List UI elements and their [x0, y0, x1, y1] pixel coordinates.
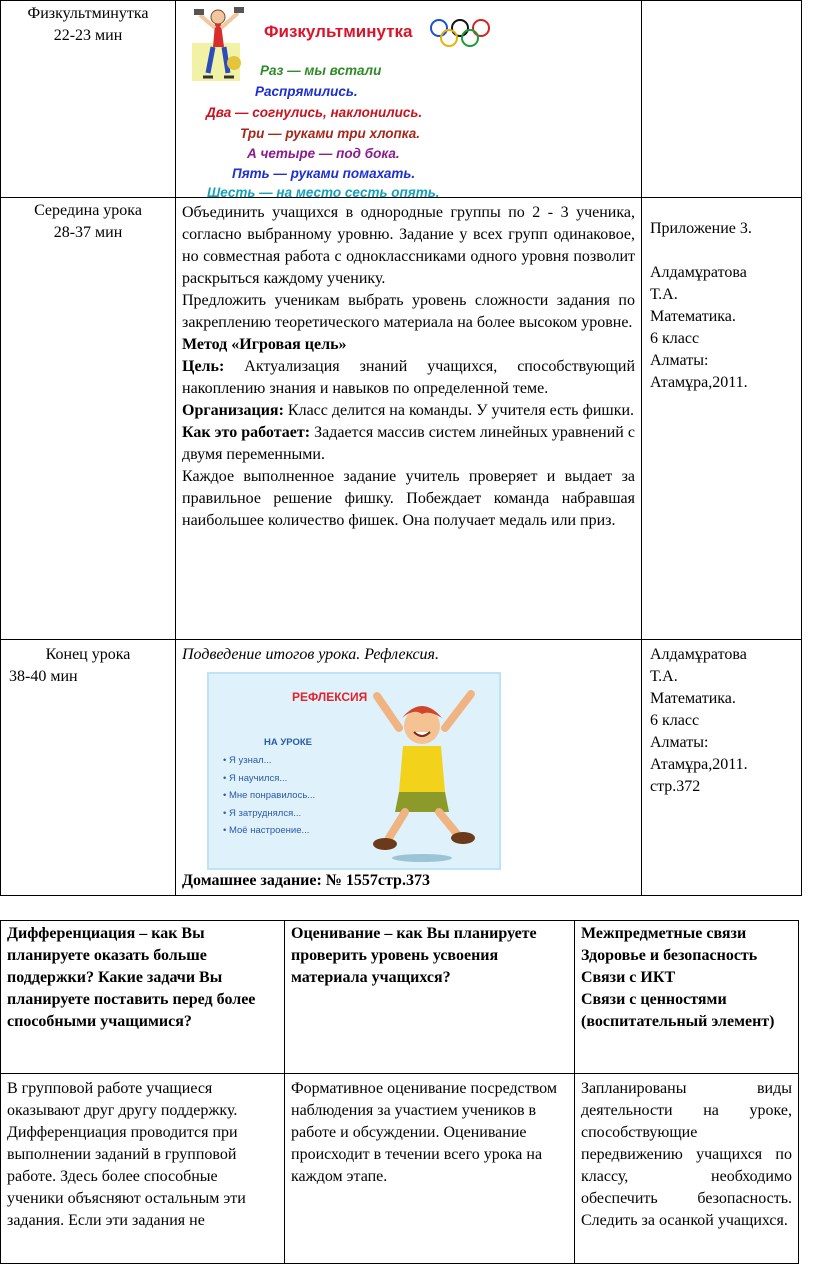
image-title: Физкультминутка — [264, 22, 413, 41]
goal-text: Актуализация знаний учащихся, способствующий накоплению знания и навыков по определенной теме. — [182, 358, 635, 397]
table-row — [1, 1, 802, 198]
paragraph: Объединить учащихся в однородные группы по 2 - 3 ученика, согласно выбранному уровню. Задание у всех групп одинаковое, но совместная работа с одноклассниками одного уровня позволит раскрыться каждому ученику. — [182, 204, 635, 287]
goal-label: Цель: — [182, 358, 225, 375]
how-text: Задается массив систем линейных уравнений с двумя переменными. — [182, 424, 635, 463]
resource-line: Алдамұратова — [650, 646, 747, 663]
how-label: Как это работает: — [182, 424, 311, 441]
resource-cell — [642, 198, 802, 640]
activity-cell — [176, 198, 642, 640]
table-row — [1, 921, 799, 1074]
list-item: • Я затруднялся... — [223, 807, 302, 819]
resource-line: 6 класс — [650, 712, 700, 729]
paragraph: Каждое выполненное задание учитель проверяет и выдает за правильное решение фишку. Побеждает команда набравшая наибольшее количество фишек. Она получает медаль или приз. — [182, 468, 635, 529]
assessment-cell: Формативное оценивание посредством наблюдения за участием учеников в работе и обсуждении. Оценивание происходит в течении всего урока на каждом этапе. — [285, 1074, 575, 1264]
resource-line: Алматы: — [650, 734, 709, 751]
list-item: • Мне понравилось... — [223, 790, 316, 801]
resource-line: Атамұра,2011. — [650, 756, 748, 773]
resource-line: стр.372 — [650, 778, 701, 795]
resource-line: Математика. — [650, 308, 736, 325]
appendix-label: Приложение 3. — [650, 220, 752, 237]
stage-duration: 22-23 мин — [53, 27, 123, 44]
list-item: • Моё настроение... — [223, 825, 310, 836]
resource-line: Атамұра,2011. — [650, 374, 748, 391]
method-heading: Метод «Игровая цель» — [182, 336, 347, 353]
reflection-card — [207, 672, 501, 870]
time-cell — [1, 1, 176, 198]
summary-text: Подведение итогов урока. Рефлексия. — [182, 646, 439, 663]
resource-line: Математика. — [650, 690, 736, 707]
olympic-rings-icon — [429, 17, 497, 51]
table-row — [1, 640, 802, 896]
poem-line: А четыре — под бока. — [247, 146, 400, 161]
differentiation-cell: В групповой работе учащиеся оказывают друг другу поддержку. Дифференциация проводится при выполнении заданий в групповой работе. Здесь более способные ученики объясняют остальным эти задания. Если эти задания не — [1, 1074, 285, 1264]
poem-line: Два — согнулись, наклонились. — [206, 105, 423, 120]
stage-label: Конец урока — [45, 646, 131, 663]
athlete-figure-icon — [188, 3, 248, 83]
assessment-header: Оценивание – как Вы планируете проверить уровень усвоения материала учащихся? — [285, 921, 575, 1074]
organization-label: Организация: — [182, 402, 284, 419]
list-item: • Я узнал... — [223, 755, 272, 766]
time-cell — [1, 640, 176, 896]
resource-line: 6 класс — [650, 330, 700, 347]
table-row — [1, 198, 802, 640]
paragraph: Предложить ученикам выбрать уровень сложности задания по закреплению теоретического материала на более высоком уровне. — [182, 292, 635, 331]
poem-line: Шесть — на место сесть опять. — [207, 185, 440, 200]
resource-line: Алматы: — [650, 352, 709, 369]
differentiation-header: Дифференциация – как Вы планируете оказать больше поддержки? Какие задачи Вы планируете поставить перед более способными учащимися? — [1, 921, 285, 1074]
stage-duration: 38-40 мин — [9, 668, 78, 685]
reflection-image — [182, 666, 635, 870]
list-item: • Я научился... — [223, 772, 288, 784]
resource-line: Алдамұратова — [650, 264, 747, 281]
stage-duration: 28-37 мин — [53, 224, 123, 241]
poem-line: Три — руками три хлопка. — [240, 126, 421, 141]
cross-curricular-cell: Запланированы виды деятельности на уроке, способствующие передвижению учащихся по классу, необходимо обеспечить безопасность. Следить за осанкой учащихся. — [575, 1074, 799, 1264]
resource-cell — [642, 1, 802, 198]
card-title: РЕФЛЕКСИЯ — [292, 690, 368, 704]
time-cell — [1, 198, 176, 640]
poem-line: Пять — руками помахать. — [232, 166, 416, 181]
activity-cell — [176, 1, 642, 198]
organization-paragraph — [182, 400, 635, 422]
how-it-works-paragraph — [182, 422, 635, 466]
poem-line: Распрямились. — [255, 84, 358, 99]
planning-table — [0, 920, 799, 1264]
stage-label: Физкультминутка — [27, 5, 149, 22]
jumping-boy-icon — [359, 688, 489, 864]
organization-text: Класс делится на команды. У учителя есть фишки. — [283, 402, 635, 419]
resource-line: Т.А. — [650, 668, 678, 685]
goal-paragraph — [182, 356, 635, 400]
fizkult-image — [176, 1, 642, 200]
card-subtitle: НА УРОКЕ — [264, 737, 313, 748]
card-items — [223, 752, 315, 840]
table-row — [1, 1074, 799, 1264]
poem-line: Раз — мы встали — [260, 63, 382, 78]
resource-cell — [642, 640, 802, 896]
resource-line: Т.А. — [650, 286, 678, 303]
activity-cell — [176, 640, 642, 896]
homework-text: Домашнее задание: № 1557стр.373 — [182, 872, 430, 889]
cross-curricular-header: Межпредметные связи Здоровье и безопасность Связи с ИКТ Связи с ценностями (воспитательный элемент) — [575, 921, 799, 1074]
stage-label: Середина урока — [34, 202, 142, 219]
